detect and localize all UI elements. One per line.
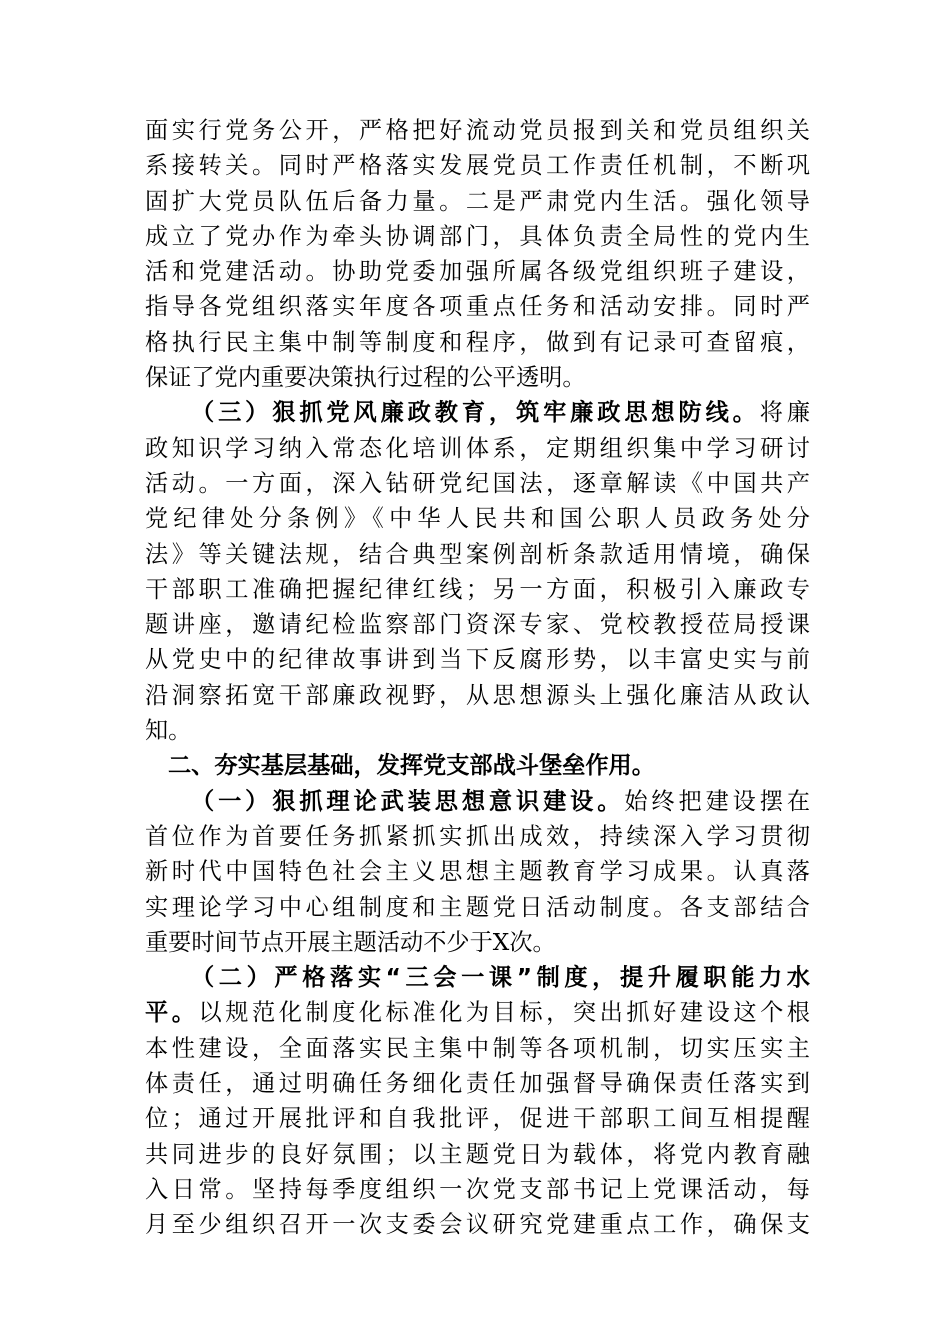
text-line: 实理论学习中心组制度和主题党日活动制度。各支部结合 bbox=[145, 893, 810, 921]
text-line: 新时代中国特色社会主义思想主题教育学习成果。认真落 bbox=[145, 858, 810, 886]
document-body bbox=[145, 113, 810, 1243]
subheading-text: 平。 bbox=[145, 999, 199, 1027]
text-line: 共同进步的良好氛围；以主题党日为载体，将党内教育融 bbox=[145, 1140, 810, 1168]
text-line: 格执行民主集中制等制度和程序，做到有记录可查留痕， bbox=[145, 328, 810, 356]
body-text: 以规范化制度化标准化为目标，突出抓好建设这个根 bbox=[198, 999, 810, 1027]
text-line: 重要时间节点开展主题活动不少于X次。 bbox=[145, 928, 556, 956]
text-line bbox=[145, 995, 810, 1030]
text-line bbox=[145, 784, 810, 819]
subheading-text: （一）狠抓理论武装思想意识建设。 bbox=[191, 787, 625, 815]
text-line: 政知识学习纳入常态化培训体系，定期组织集中学习研讨 bbox=[145, 434, 810, 462]
text-line: 党纪律处分条例》《中华人民共和国公职人员政务处分 bbox=[145, 505, 810, 533]
subheading-text: （三）狠抓党风廉政教育，筑牢廉政思想防线。 bbox=[191, 399, 760, 427]
section-heading bbox=[145, 748, 810, 783]
text-line: 活和党建活动。协助党委加强所属各级党组织班子建设， bbox=[145, 258, 810, 286]
text-line bbox=[145, 395, 810, 430]
text-line: 知。 bbox=[145, 717, 192, 745]
text-line: 本性建设，全面落实民主集中制等各项机制，切实压实主 bbox=[145, 1034, 810, 1062]
text-line: 保证了党内重要决策执行过程的公平透明。 bbox=[145, 364, 586, 392]
body-text: 始终把建设摆在 bbox=[624, 787, 811, 815]
text-line: 位；通过开展批评和自我批评，促进干部职工间互相提醒 bbox=[145, 1105, 810, 1133]
text-line: 体责任，通过明确任务细化责任加强督导确保责任落实到 bbox=[145, 1070, 810, 1098]
text-line: 干部职工准确把握纪律红线；另一方面，积极引入廉政专 bbox=[145, 575, 810, 603]
text-line: 入日常。坚持每季度组织一次党支部书记上党课活动，每 bbox=[145, 1175, 810, 1203]
text-line: 题讲座，邀请纪检监察部门资深专家、党校教授莅局授课 bbox=[145, 611, 810, 639]
text-line: 沿洞察拓宽干部廉政视野，从思想源头上强化廉洁从政认 bbox=[145, 681, 810, 709]
subheading-text: （二）严格落实“三会一课”制度，提升履职能力水 bbox=[191, 964, 810, 992]
text-line: 指导各党组织落实年度各项重点任务和活动安排。同时严 bbox=[145, 293, 810, 321]
text-line: 月至少组织召开一次支委会议研究党建重点工作，确保支 bbox=[145, 1211, 810, 1239]
text-line: 成立了党办作为牵头协调部门，具体负责全局性的党内生 bbox=[145, 222, 810, 250]
text-line: 法》等关键法规，结合典型案例剖析条款适用情境，确保 bbox=[145, 540, 810, 568]
heading-text: 二、夯实基层基础，发挥党支部战斗堡垒作用。 bbox=[168, 752, 655, 780]
text-line: 面实行党务公开，严格把好流动党员报到关和党员组织关 bbox=[145, 117, 810, 144]
text-line: 从党史中的纪律故事讲到当下反腐形势，以丰富史实与前 bbox=[145, 646, 810, 674]
text-line: 系接转关。同时严格落实发展党员工作责任机制，不断巩 bbox=[145, 152, 810, 180]
body-text: 将廉 bbox=[759, 399, 811, 427]
text-line: 首位作为首要任务抓紧抓实抓出成效，持续深入学习贯彻 bbox=[145, 822, 810, 850]
text-line: 固扩大党员队伍后备力量。二是严肃党内生活。强化领导 bbox=[145, 187, 810, 215]
text-line: 活动。一方面，深入钻研党纪国法，逐章解读《中国共产 bbox=[145, 469, 810, 497]
text-line bbox=[145, 960, 810, 995]
